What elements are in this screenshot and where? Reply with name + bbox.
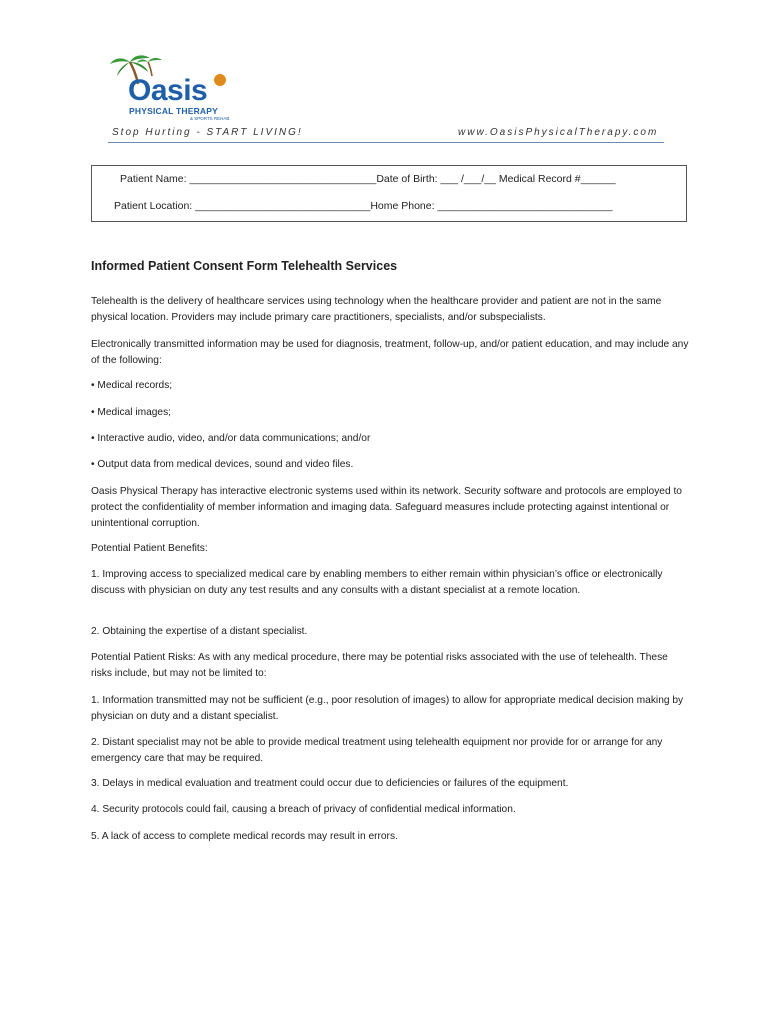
patient-info-line-2[interactable]: Patient Location: ______________________________Home Phone: ______________________________ [114, 200, 613, 212]
list-item: 3. Delays in medical evaluation and treatment could occur due to deficiencies or failures of the equipment. [91, 778, 569, 789]
list-item: 1. Information transmitted may not be sufficient (e.g., poor resolution of images) to allow for appropriate medical decision making by physician on duty and a distant specialist. [91, 695, 684, 722]
form-title: Informed Patient Consent Form Telehealth Services [91, 259, 398, 273]
list-item: • Interactive audio, video, and/or data communications; and/or [91, 433, 371, 444]
tagline: Stop Hurting - START LIVING! [112, 127, 303, 138]
list-item: 5. A lack of access to complete medical records may result in errors. [91, 831, 398, 842]
company-logo [108, 54, 238, 124]
logo-subtitle: PHYSICAL THERAPY [129, 106, 219, 116]
logo-name: Oasis [128, 74, 208, 107]
list-item: 1. Improving access to specialized medical care by enabling members to either remain within physician’s office or electronically discuss with physician on duty any test results and any consults with a distant specialist at a remote location. [91, 569, 663, 596]
list-item: 2. Distant specialist may not be able to provide medical treatment using telehealth equipment nor provide for or arrange for any emergency care that may be required. [91, 737, 663, 764]
patient-info-line-1[interactable]: Patient Name: ________________________________Date of Birth: ___ /___/__ Medical Record #______ [120, 173, 616, 185]
header-divider [108, 142, 664, 143]
benefits-heading: Potential Patient Benefits: [91, 543, 208, 554]
list-item: • Medical images; [91, 407, 172, 418]
risks-heading: Potential Patient Risks: As with any medical procedure, there may be potential risks associated with the use of telehealth. These risks include, but may not be limited to: [91, 652, 668, 679]
website-link[interactable]: www.OasisPhysicalTherapy.com [458, 127, 659, 138]
list-item: 4. Security protocols could fail, causing a breach of privacy of confidential medical information. [91, 804, 516, 815]
paragraph-security: Oasis Physical Therapy has interactive electronic systems used within its network. Security software and protocols are employed to protect the confidentiality of member information and imaging data. Safeguard measures include protecting against intentional or unintentional corruption. [91, 486, 682, 529]
paragraph-info: Electronically transmitted information may be used for diagnosis, treatment, follow-up, and/or patient education, and may include any of the following: [91, 339, 689, 366]
list-item: • Medical records; [91, 380, 173, 391]
list-item: 2. Obtaining the expertise of a distant specialist. [91, 626, 308, 637]
list-item: • Output data from medical devices, sound and video files. [91, 459, 354, 470]
paragraph-intro: Telehealth is the delivery of healthcare services using technology when the healthcare provider and patient are not in the same physical location. Providers may include primary care practitioners, specialists, and/or subspecialists. [91, 296, 662, 323]
logo-subtitle-small: & SPORTS REHAB [190, 116, 230, 121]
patient-info-box [91, 165, 687, 222]
